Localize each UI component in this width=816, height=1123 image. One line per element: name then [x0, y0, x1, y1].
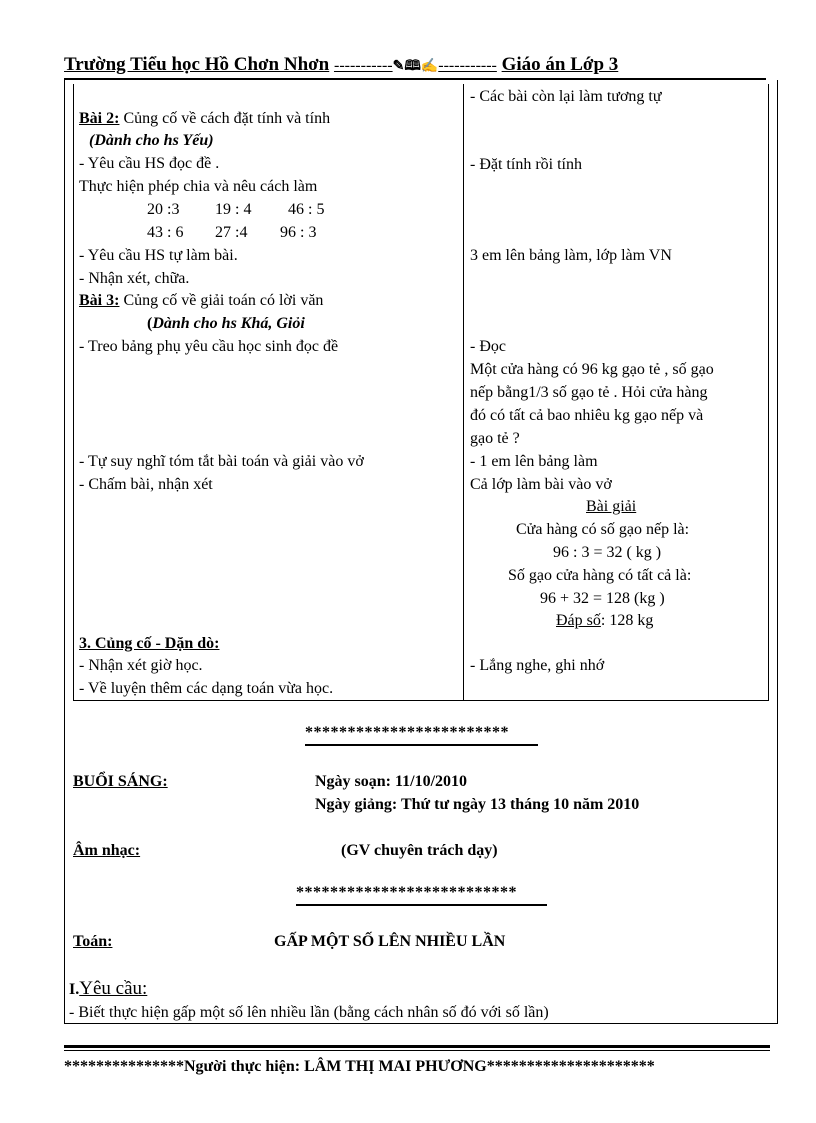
- table-divider: [463, 84, 464, 701]
- footer-author: ***************Người thực hiện: LÂM THỊ MAI PHƯƠNG*********************: [64, 1058, 655, 1075]
- right-line-2: - Đặt tính rồi tính: [470, 156, 582, 173]
- calc-row-2-b: 27 :4: [215, 224, 248, 241]
- right-line-5: - 1 em lên bảng làm: [470, 453, 598, 470]
- frame-left: [64, 80, 65, 1024]
- table-border-left: [73, 84, 74, 701]
- requirement-heading: I.Yêu cầu:: [69, 978, 148, 999]
- separator-rule-1: [305, 744, 538, 746]
- problem-line-3: đó có tất cả bao nhiêu kg gạo nếp và: [470, 407, 704, 424]
- music-text: (GV chuyên trách dạy): [341, 842, 498, 859]
- table-border-right: [768, 84, 769, 701]
- left-line-5: - Treo bảng phụ yêu cầu học sinh đọc đề: [79, 338, 339, 355]
- left-line-6: - Tự suy nghĩ tóm tắt bài toán và giải vào vở: [79, 453, 364, 470]
- table-border-bottom: [73, 700, 769, 701]
- left-line-3: - Yêu cầu HS tự làm bài.: [79, 247, 238, 264]
- right-line-1: - Các bài còn lại làm tương tự: [470, 88, 662, 105]
- calc-row-2-c: 96 : 3: [280, 224, 317, 241]
- bai3-heading: Bài 3: Củng cố về giải toán có lời văn: [79, 292, 324, 309]
- prep-date: Ngày soạn: 11/10/2010: [315, 773, 468, 790]
- left-line-9: - Về luyện thêm các dạng toán vừa học.: [79, 680, 334, 697]
- calc-row-1-b: 19 : 4: [215, 201, 252, 218]
- left-line-8: - Nhận xét giờ học.: [79, 657, 203, 674]
- solution-line-2: 96 : 3 = 32 ( kg ): [553, 544, 662, 561]
- separator-stars-2: **************************: [296, 884, 517, 901]
- frame-right: [777, 80, 778, 1024]
- calc-row-1-a: 20 :3: [147, 201, 180, 218]
- lesson-title: GẤP MỘT SỐ LÊN NHIỀU LẦN: [274, 933, 506, 950]
- bai2-note: (Dành cho hs Yếu): [89, 132, 214, 149]
- math-label: Toán:: [73, 933, 113, 950]
- book-pen-icon: ✎🕮✍: [392, 59, 439, 74]
- bai2-heading: Bài 2: Củng cố về cách đặt tính và tính: [79, 110, 331, 127]
- problem-line-4: gạo tẻ ?: [470, 430, 520, 447]
- calc-row-1-c: 46 : 5: [288, 201, 325, 218]
- school-name: Trường Tiểu học Hồ Chơn Nhơn: [64, 54, 330, 75]
- header-dashes-right: -----------: [438, 57, 497, 74]
- answer-line: Đáp số: 128 kg: [556, 612, 654, 629]
- solution-line-1: Cửa hàng có số gạo nếp là:: [516, 521, 690, 538]
- solution-line-3: Số gạo cửa hàng có tất cả là:: [508, 567, 692, 584]
- footer-rule-bottom: [64, 1050, 770, 1051]
- left-line-7: - Chấm bài, nhận xét: [79, 476, 213, 493]
- header-rule: [64, 78, 766, 80]
- music-label: Âm nhạc:: [73, 842, 141, 859]
- teach-date: Ngày giảng: Thứ tư ngày 13 tháng 10 năm 2010: [315, 796, 640, 813]
- cungco-heading: 3. Củng cố - Dặn dò:: [79, 635, 220, 652]
- problem-line-2: nếp bằng1/3 số gạo tẻ . Hỏi cửa hàng: [470, 384, 708, 401]
- solution-line-4: 96 + 32 = 128 (kg ): [540, 590, 665, 607]
- solution-title: Bài giải: [586, 498, 637, 515]
- right-line-7: - Lắng nghe, ghi nhớ: [470, 657, 605, 674]
- bai3-note: (Dành cho hs Khá, Giỏi: [147, 315, 305, 332]
- left-line-4: - Nhận xét, chữa.: [79, 270, 190, 287]
- header-bar: [64, 54, 618, 79]
- left-line-1: - Yêu cầu HS đọc đề .: [79, 155, 220, 172]
- separator-stars-1: ************************: [305, 724, 509, 741]
- calc-row-2-a: 43 : 6: [147, 224, 184, 241]
- footer-rule-top: [64, 1045, 770, 1048]
- left-line-2: Thực hiện phép chia và nêu cách làm: [79, 178, 318, 195]
- right-line-3: 3 em lên bảng làm, lớp làm VN: [470, 247, 672, 264]
- frame-bottom: [64, 1023, 778, 1024]
- right-line-4: - Đọc: [470, 338, 506, 355]
- requirement-text: - Biết thực hiện gấp một số lên nhiều lần (bằng cách nhân số đó với số lần): [69, 1004, 549, 1021]
- problem-line-1: Một cửa hàng có 96 kg gạo tẻ , số gạo: [470, 361, 714, 378]
- right-line-6: Cả lớp làm bài vào vở: [470, 476, 612, 493]
- header-dashes-left: -----------: [333, 57, 393, 74]
- header-title: Giáo án Lớp 3: [501, 54, 619, 75]
- session-label: BUỔI SÁNG:: [73, 773, 168, 790]
- separator-rule-2: [296, 904, 547, 906]
